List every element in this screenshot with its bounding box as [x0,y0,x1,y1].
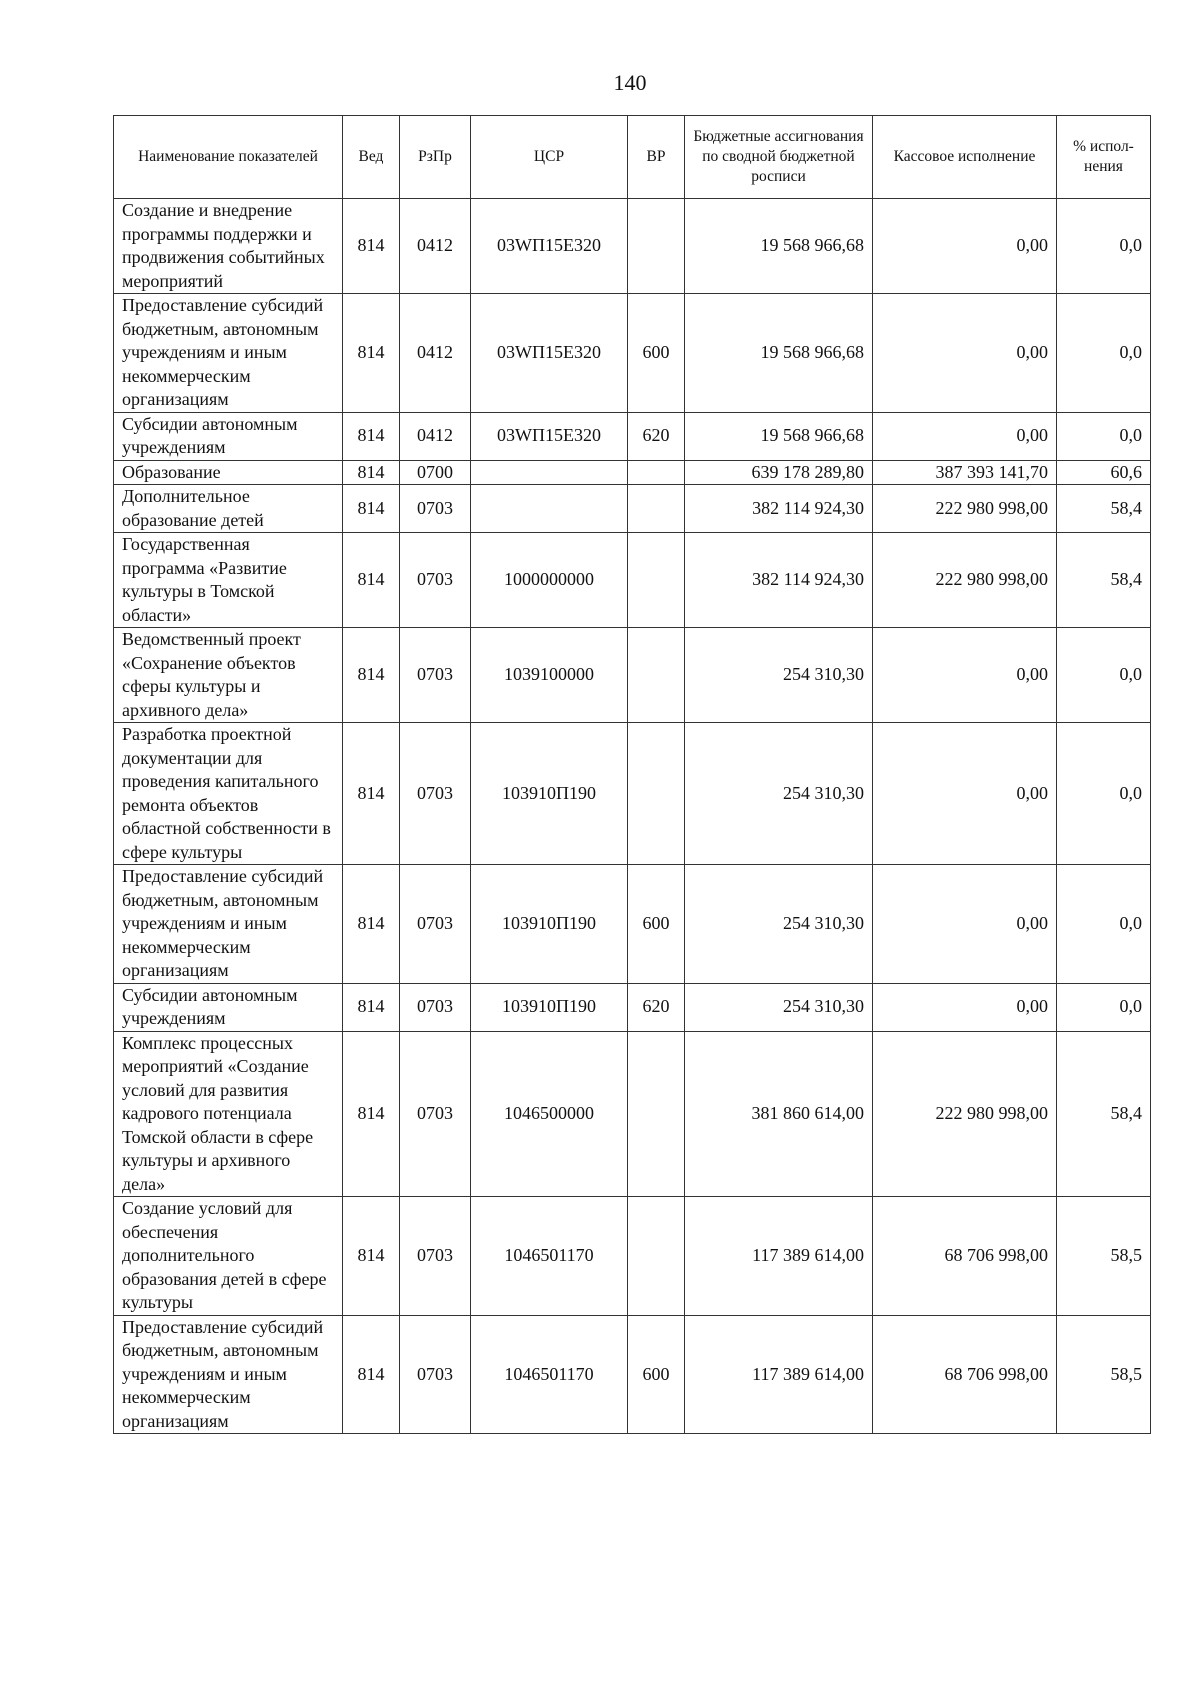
cell-percent: 58,5 [1057,1197,1151,1316]
cell-csr [471,485,628,533]
cell-ved: 814 [343,533,400,628]
cell-vr [628,533,685,628]
page-number: 140 [613,70,647,95]
cell-name: Разработка проектной документации для проведения капитального ремонта объектов областной собственности в сфере культуры [114,723,343,865]
cell-vr [628,485,685,533]
table-row [114,533,1151,628]
cell-csr: 1000000000 [471,533,628,628]
cell-assignments: 254 310,30 [685,983,873,1031]
cell-ved: 814 [343,983,400,1031]
cell-cash-execution: 387 393 141,70 [873,460,1057,485]
cell-ved: 814 [343,294,400,413]
cell-cash-execution: 0,00 [873,199,1057,294]
header-cash-execution: Кассовое исполнение [873,116,1057,199]
header-csr: ЦСР [471,116,628,199]
cell-rzpr: 0703 [400,1197,471,1316]
cell-name: Государственная программа «Развитие культуры в Томской области» [114,533,343,628]
cell-vr [628,199,685,294]
cell-percent: 0,0 [1057,199,1151,294]
table-row [114,865,1151,984]
cell-percent: 58,4 [1057,485,1151,533]
cell-vr: 620 [628,983,685,1031]
cell-percent: 0,0 [1057,723,1151,865]
table-row [114,485,1151,533]
header-name: Наименование показателей [114,116,343,199]
table-row [114,412,1151,460]
cell-name: Создание условий для обеспечения дополнительного образования детей в сфере культуры [114,1197,343,1316]
cell-rzpr: 0703 [400,533,471,628]
table-row [114,1315,1151,1434]
cell-ved: 814 [343,485,400,533]
table-row [114,628,1151,723]
cell-csr: 1039100000 [471,628,628,723]
cell-cash-execution: 222 980 998,00 [873,533,1057,628]
cell-ved: 814 [343,723,400,865]
cell-percent: 58,4 [1057,1031,1151,1197]
table-row [114,723,1151,865]
cell-vr: 600 [628,294,685,413]
cell-csr: 103910П190 [471,983,628,1031]
cell-cash-execution: 0,00 [873,294,1057,413]
cell-vr [628,460,685,485]
cell-assignments: 639 178 289,80 [685,460,873,485]
cell-cash-execution: 68 706 998,00 [873,1315,1057,1434]
cell-rzpr: 0412 [400,412,471,460]
cell-percent: 58,5 [1057,1315,1151,1434]
cell-rzpr: 0700 [400,460,471,485]
cell-rzpr: 0703 [400,723,471,865]
cell-vr [628,1031,685,1197]
header-percent: % испол-нения [1057,116,1151,199]
cell-rzpr: 0703 [400,628,471,723]
table-row [114,199,1151,294]
cell-name: Комплекс процессных мероприятий «Создание условий для развития кадрового потенциала Томской области в сфере культуры и архивного дела» [114,1031,343,1197]
cell-cash-execution: 222 980 998,00 [873,1031,1057,1197]
cell-percent: 0,0 [1057,412,1151,460]
table-header-row [114,116,1151,199]
cell-vr [628,1197,685,1316]
cell-ved: 814 [343,199,400,294]
cell-ved: 814 [343,628,400,723]
cell-vr: 620 [628,412,685,460]
cell-cash-execution: 68 706 998,00 [873,1197,1057,1316]
cell-csr: 103910П190 [471,865,628,984]
cell-name: Предоставление субсидий бюджетным, автономным учреждениям и иным некоммерческим организациям [114,865,343,984]
cell-assignments: 254 310,30 [685,723,873,865]
cell-csr: 103910П190 [471,723,628,865]
cell-percent: 58,4 [1057,533,1151,628]
cell-vr: 600 [628,865,685,984]
table-row [114,983,1151,1031]
cell-rzpr: 0703 [400,865,471,984]
cell-percent: 60,6 [1057,460,1151,485]
cell-cash-execution: 0,00 [873,865,1057,984]
cell-ved: 814 [343,1197,400,1316]
cell-percent: 0,0 [1057,865,1151,984]
cell-csr: 03WП15Е320 [471,199,628,294]
cell-name: Предоставление субсидий бюджетным, автономным учреждениям и иным некоммерческим организациям [114,1315,343,1434]
header-vr: ВР [628,116,685,199]
cell-cash-execution: 0,00 [873,628,1057,723]
cell-cash-execution: 0,00 [873,412,1057,460]
header-ved: Вед [343,116,400,199]
budget-table [113,115,1151,1434]
cell-csr: 1046501170 [471,1197,628,1316]
cell-percent: 0,0 [1057,628,1151,723]
cell-name: Дополнительное образование детей [114,485,343,533]
cell-ved: 814 [343,865,400,984]
cell-ved: 814 [343,1031,400,1197]
cell-percent: 0,0 [1057,294,1151,413]
header-rzpr: РзПр [400,116,471,199]
cell-rzpr: 0703 [400,485,471,533]
cell-rzpr: 0703 [400,1031,471,1197]
cell-name: Предоставление субсидий бюджетным, автономным учреждениям и иным некоммерческим организациям [114,294,343,413]
cell-rzpr: 0703 [400,1315,471,1434]
table-row [114,1197,1151,1316]
cell-name: Создание и внедрение программы поддержки и продвижения событийных мероприятий [114,199,343,294]
cell-ved: 814 [343,412,400,460]
header-assignments: Бюджетные ассигнования по сводной бюджетной росписи [685,116,873,199]
table-row [114,1031,1151,1197]
cell-cash-execution: 0,00 [873,723,1057,865]
cell-assignments: 19 568 966,68 [685,294,873,413]
cell-rzpr: 0412 [400,294,471,413]
cell-assignments: 19 568 966,68 [685,199,873,294]
cell-vr: 600 [628,1315,685,1434]
cell-ved: 814 [343,460,400,485]
cell-percent: 0,0 [1057,983,1151,1031]
cell-vr [628,723,685,865]
cell-name: Субсидии автономным учреждениям [114,983,343,1031]
cell-name: Ведомственный проект «Сохранение объектов сферы культуры и архивного дела» [114,628,343,723]
cell-csr: 03WП15Е320 [471,412,628,460]
table-row [114,460,1151,485]
cell-assignments: 117 389 614,00 [685,1197,873,1316]
cell-csr: 1046500000 [471,1031,628,1197]
cell-name: Образование [114,460,343,485]
cell-cash-execution: 222 980 998,00 [873,485,1057,533]
cell-csr: 1046501170 [471,1315,628,1434]
table-row [114,294,1151,413]
cell-csr: 03WП15Е320 [471,294,628,413]
cell-assignments: 117 389 614,00 [685,1315,873,1434]
cell-vr [628,628,685,723]
cell-assignments: 382 114 924,30 [685,485,873,533]
cell-rzpr: 0703 [400,983,471,1031]
cell-ved: 814 [343,1315,400,1434]
cell-assignments: 382 114 924,30 [685,533,873,628]
cell-assignments: 254 310,30 [685,865,873,984]
cell-assignments: 19 568 966,68 [685,412,873,460]
cell-name: Субсидии автономным учреждениям [114,412,343,460]
cell-cash-execution: 0,00 [873,983,1057,1031]
cell-csr [471,460,628,485]
cell-rzpr: 0412 [400,199,471,294]
cell-assignments: 254 310,30 [685,628,873,723]
cell-assignments: 381 860 614,00 [685,1031,873,1197]
